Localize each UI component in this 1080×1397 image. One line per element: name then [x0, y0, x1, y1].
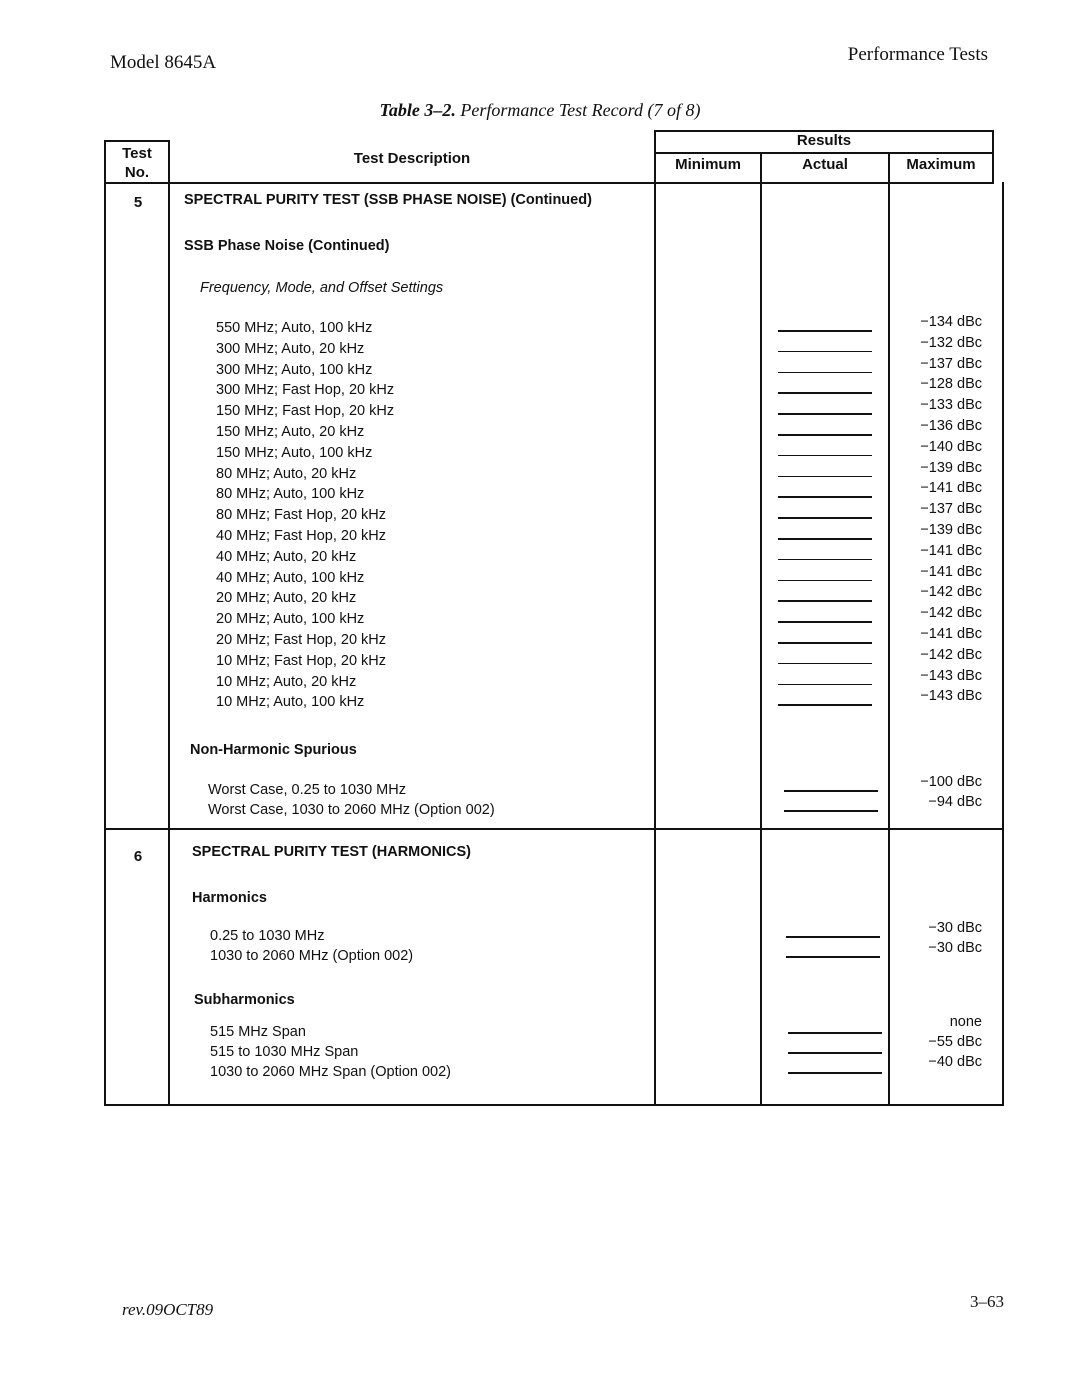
- phase-noise-setting-label: 40 MHz; Fast Hop, 20 kHz: [216, 528, 387, 544]
- caption-prefix: Table 3–2.: [379, 100, 456, 120]
- description-column-border: [654, 130, 656, 1106]
- phase-noise-setting-actual-entry-line[interactable]: [778, 413, 872, 415]
- phase-noise-setting-maximum: −132 dBc: [920, 334, 982, 351]
- caption-text: Performance Test Record (7 of 8): [460, 100, 701, 120]
- minimum-column-border: [760, 152, 762, 1106]
- phase-noise-setting-label: 150 MHz; Fast Hop, 20 kHz: [216, 403, 395, 420]
- phase-noise-setting-actual-entry-line[interactable]: [778, 642, 872, 644]
- phase-noise-setting-label: 20 MHz; Auto, 100 kHz: [216, 611, 365, 628]
- phase-noise-setting-actual-entry-line[interactable]: [778, 663, 872, 665]
- phase-noise-setting-maximum: −133 dBc: [920, 397, 982, 414]
- phase-noise-setting-maximum: −139 dBc: [920, 459, 982, 476]
- phase-noise-setting-actual-entry-line[interactable]: [778, 580, 872, 582]
- harmonics-setting-label: 1030 to 2060 MHz (Option 002): [210, 948, 414, 964]
- subharmonics-setting-maximum: −40 dBc: [928, 1054, 982, 1070]
- phase-noise-setting-label: 40 MHz; Auto, 100 kHz: [216, 569, 365, 586]
- phase-noise-setting-actual-entry-line[interactable]: [778, 496, 872, 498]
- phase-noise-setting-actual-entry-line[interactable]: [778, 704, 872, 706]
- phase-noise-setting-maximum: −128 dBc: [920, 376, 982, 393]
- subharmonics-setting-label: 515 to 1030 MHz Span: [210, 1044, 359, 1060]
- header-bottom-line: [104, 182, 994, 184]
- subharmonics-setting-maximum: −55 dBc: [928, 1034, 982, 1050]
- phase-noise-setting-label: 80 MHz; Auto, 100 kHz: [216, 486, 365, 503]
- col-header-description: Test Description: [353, 150, 471, 167]
- spurious-heading: Non-Harmonic Spurious: [190, 742, 357, 758]
- test-6-number: 6: [133, 848, 143, 865]
- phase-noise-setting-maximum: −139 dBc: [920, 522, 982, 538]
- phase-noise-setting-maximum: −141 dBc: [920, 480, 982, 497]
- phase-noise-setting-label: 300 MHz; Fast Hop, 20 kHz: [216, 382, 395, 399]
- phase-noise-setting-maximum: −143 dBc: [920, 667, 982, 684]
- footer-page-number: 3–63: [970, 1292, 1004, 1311]
- phase-noise-setting-label: 20 MHz; Auto, 20 kHz: [216, 590, 357, 607]
- performance-test-record-table: [104, 130, 1006, 1106]
- col-header-maximum: Maximum: [906, 156, 976, 173]
- subharmonics-setting-maximum: none: [949, 1014, 982, 1030]
- phase-noise-setting-actual-entry-line[interactable]: [778, 330, 872, 332]
- spurious-setting-label: Worst Case, 1030 to 2060 MHz (Option 002): [208, 802, 495, 818]
- subharmonics-heading: Subharmonics: [194, 992, 295, 1008]
- col-header-results: Results: [796, 132, 852, 149]
- phase-noise-setting-label: 10 MHz; Fast Hop, 20 kHz: [216, 652, 387, 669]
- test-5-title: SPECTRAL PURITY TEST (SSB PHASE NOISE) (Continued): [184, 192, 592, 208]
- harmonics-heading: Harmonics: [192, 890, 267, 906]
- phase-noise-setting-actual-entry-line[interactable]: [778, 517, 872, 519]
- table-right-border-top: [992, 130, 994, 182]
- phase-noise-setting-maximum: −137 dBc: [920, 501, 982, 518]
- phase-noise-setting-maximum: −136 dBc: [920, 418, 982, 434]
- phase-noise-setting-actual-entry-line[interactable]: [778, 351, 872, 353]
- phase-noise-setting-maximum: −142 dBc: [920, 646, 982, 663]
- subharmonics-setting-actual-entry-line[interactable]: [788, 1032, 882, 1034]
- phase-noise-setting-actual-entry-line[interactable]: [778, 600, 872, 602]
- table-bottom-line: [104, 1104, 1004, 1106]
- phase-noise-setting-label: 10 MHz; Auto, 100 kHz: [216, 694, 365, 711]
- phase-noise-setting-label: 10 MHz; Auto, 20 kHz: [216, 673, 357, 690]
- phase-noise-setting-maximum: −141 dBc: [920, 542, 982, 559]
- phase-noise-setting-actual-entry-line[interactable]: [778, 372, 872, 374]
- table-right-border: [1002, 182, 1004, 1106]
- phase-noise-setting-label: 20 MHz; Fast Hop, 20 kHz: [216, 632, 387, 648]
- phase-noise-setting-maximum: −143 dBc: [920, 688, 982, 705]
- phase-noise-setting-maximum: −141 dBc: [920, 563, 982, 580]
- harmonics-setting-maximum: −30 dBc: [928, 940, 982, 956]
- phase-noise-setting-actual-entry-line[interactable]: [778, 455, 872, 457]
- col-header-test-no: Test No.: [122, 145, 152, 181]
- test-no-column-border: [168, 140, 170, 1106]
- test-separator-line: [104, 828, 1004, 830]
- phase-noise-setting-actual-entry-line[interactable]: [778, 621, 872, 623]
- test-5-subtitle: SSB Phase Noise (Continued): [184, 238, 390, 254]
- phase-noise-setting-label: 300 MHz; Auto, 100 kHz: [216, 361, 373, 378]
- header-top-line-left: [104, 140, 168, 142]
- spurious-setting-maximum: −94 dBc: [928, 794, 982, 810]
- phase-noise-setting-actual-entry-line[interactable]: [778, 538, 872, 540]
- spurious-setting-actual-entry-line[interactable]: [784, 790, 878, 792]
- harmonics-setting-actual-entry-line[interactable]: [786, 936, 880, 938]
- phase-noise-setting-maximum: −137 dBc: [920, 355, 982, 372]
- phase-noise-setting-label: 80 MHz; Auto, 20 kHz: [216, 465, 357, 482]
- phase-noise-setting-maximum: −140 dBc: [920, 438, 982, 455]
- spurious-setting-label: Worst Case, 0.25 to 1030 MHz: [208, 782, 406, 798]
- spurious-setting-maximum: −100 dBc: [920, 774, 982, 790]
- header-model: Model 8645A: [110, 52, 217, 73]
- phase-noise-setting-maximum: −141 dBc: [920, 626, 982, 642]
- phase-noise-setting-label: 150 MHz; Auto, 20 kHz: [216, 424, 365, 440]
- subharmonics-setting-label: 1030 to 2060 MHz Span (Option 002): [210, 1064, 452, 1080]
- test-6-title: SPECTRAL PURITY TEST (HARMONICS): [192, 844, 472, 860]
- col-header-actual: Actual: [802, 156, 848, 173]
- phase-noise-setting-label: 40 MHz; Auto, 20 kHz: [216, 548, 357, 565]
- footer-revision: rev.09OCT89: [122, 1300, 214, 1319]
- phase-noise-setting-actual-entry-line[interactable]: [778, 559, 872, 561]
- harmonics-setting-maximum: −30 dBc: [928, 920, 982, 936]
- spurious-setting-actual-entry-line[interactable]: [784, 810, 878, 812]
- phase-noise-setting-maximum: −134 dBc: [920, 314, 982, 330]
- phase-noise-setting-label: 550 MHz; Auto, 100 kHz: [216, 320, 373, 336]
- phase-noise-setting-actual-entry-line[interactable]: [778, 476, 872, 478]
- table-caption: [0, 100, 1080, 121]
- table-left-border: [104, 140, 106, 1106]
- phase-noise-setting-maximum: −142 dBc: [920, 584, 982, 601]
- phase-noise-setting-actual-entry-line[interactable]: [778, 434, 872, 436]
- subharmonics-setting-actual-entry-line[interactable]: [788, 1052, 882, 1054]
- phase-noise-setting-label: 150 MHz; Auto, 100 kHz: [216, 444, 373, 461]
- results-divider-line: [654, 152, 994, 154]
- phase-noise-setting-actual-entry-line[interactable]: [778, 392, 872, 394]
- phase-noise-setting-actual-entry-line[interactable]: [778, 684, 872, 686]
- subharmonics-setting-label: 515 MHz Span: [210, 1024, 306, 1040]
- phase-noise-setting-maximum: −142 dBc: [920, 605, 982, 622]
- harmonics-setting-label: 0.25 to 1030 MHz: [210, 928, 325, 944]
- harmonics-setting-actual-entry-line[interactable]: [786, 956, 880, 958]
- phase-noise-setting-label: 80 MHz; Fast Hop, 20 kHz: [216, 507, 387, 524]
- phase-noise-setting-label: 300 MHz; Auto, 20 kHz: [216, 340, 365, 357]
- header-section: Performance Tests: [847, 44, 988, 65]
- col-header-minimum: Minimum: [675, 156, 741, 173]
- subharmonics-setting-actual-entry-line[interactable]: [788, 1072, 882, 1074]
- test-5-number: 5: [133, 194, 143, 211]
- settings-heading: Frequency, Mode, and Offset Settings: [200, 280, 444, 296]
